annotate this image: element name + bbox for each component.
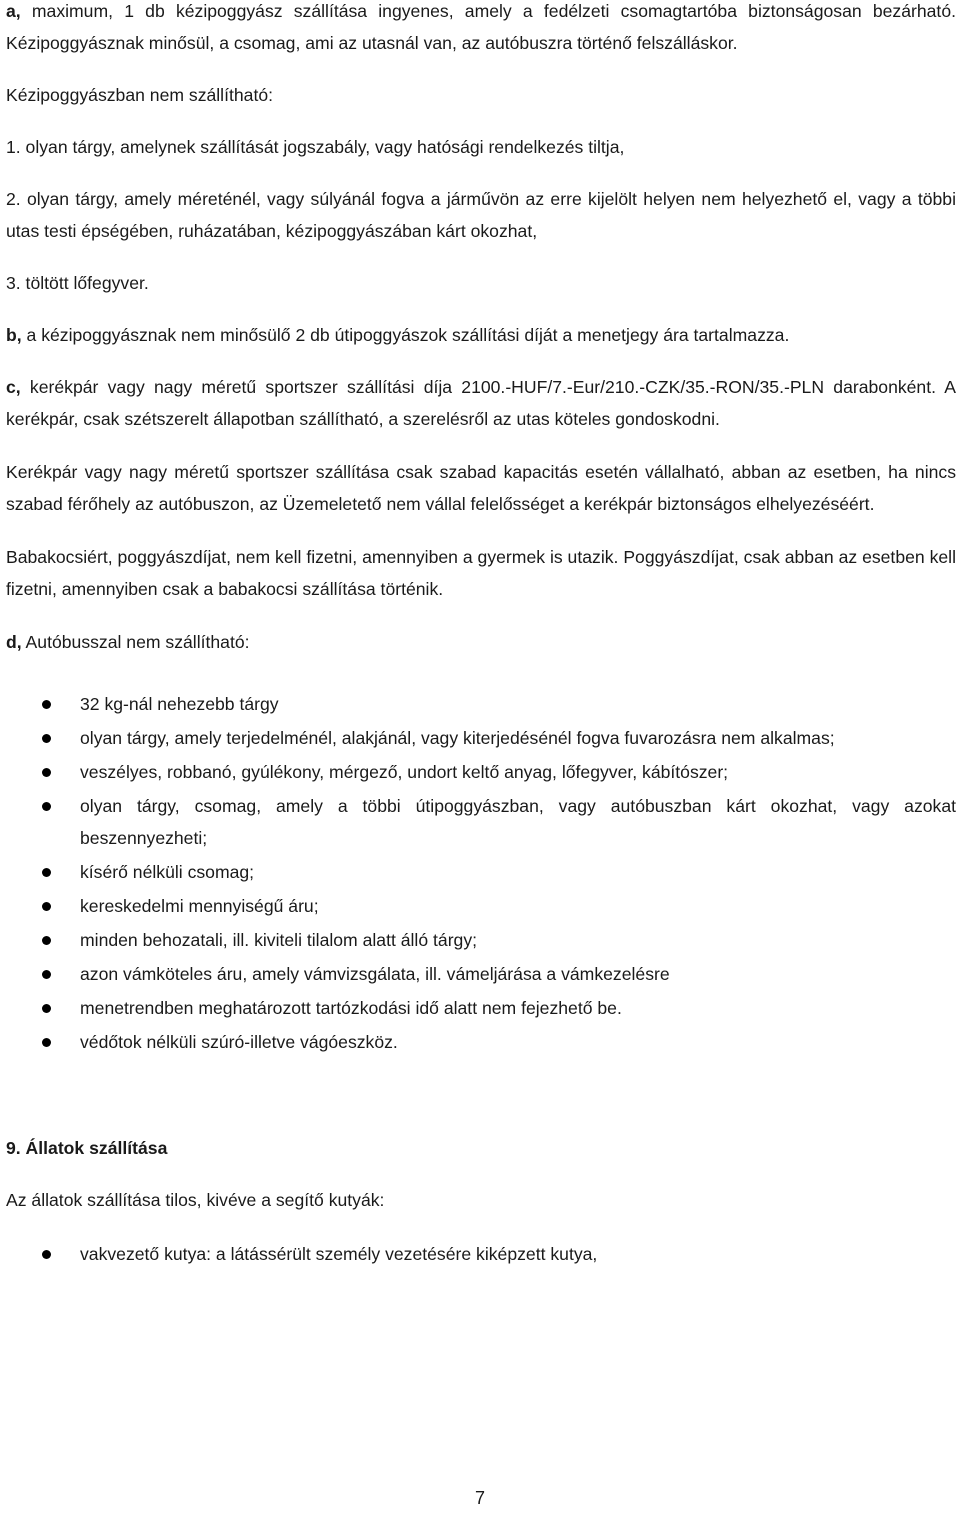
bullet-icon [42,1038,51,1047]
bullet-icon [42,1004,51,1013]
paragraph-item-2: 2. olyan tárgy, amely méreténél, vagy súlyánál fogva a járművön az erre kijelölt helyen nem helyezhető el, vagy a többi utas testi épségében, ruházatában, kézipoggyászában kárt okozhat, [6,189,956,241]
list-item: minden behozatali, ill. kiviteli tilalom alatt álló tárgy; [6,924,956,956]
bus-not-allowed-list [6,688,956,1058]
page-number: 7 [474,1488,485,1508]
list-item: 32 kg-nál nehezebb tárgy [6,688,956,720]
label-c: c, [6,377,21,397]
text-d: Autóbusszal nem szállítható: [21,632,250,652]
paragraph-b [6,319,956,351]
bullet-icon [42,868,51,877]
list-item: olyan tárgy, csomag, amely a többi útipoggyászban, vagy autóbuszban kárt okozhat, vagy azokat beszennyezheti; [6,790,956,854]
paragraph-not-carry-title: Kézipoggyászban nem szállítható: [6,85,273,105]
text-a: maximum, 1 db kézipoggyász szállítása ingyenes, amely a fedélzeti csomagtartóba biztonságosan bezárható. Kézipoggyásznak minősül, a csomag, ami az utasnál van, az autóbuszra történő felszálláskor. [6,1,956,53]
bullet-icon [42,768,51,777]
text-c: kerékpár vagy nagy méretű sportszer szállítási díja 2100.-HUF/7.-Eur/210.-CZK/35.-RON/35.-PLN darabonként. A kerékpár, csak szétszerelt állapotban szállítható, a szerelésről az utas köteles gondoskodni. [6,377,956,429]
bullet-icon [42,970,51,979]
section-heading-animals: 9. Állatok szállítása [6,1138,168,1158]
bullet-icon [42,936,51,945]
label-a: a, [6,1,21,21]
bullet-icon [42,700,51,709]
list-item: vakvezető kutya: a látássérült személy vezetésére kiképzett kutya, [6,1238,956,1270]
bullet-icon [42,802,51,811]
list-item: védőtok nélküli szúró-illetve vágóeszköz. [6,1026,956,1058]
paragraph-stroller: Babakocsiért, poggyászdíjat, nem kell fizetni, amennyiben a gyermek is utazik. Poggyászdíjat, csak abban az esetben kell fizetni, amennyiben csak a babakocsi szállítása történik. [6,547,956,599]
text-b: a kézipoggyásznak nem minősülő 2 db útipoggyászok szállítási díját a menetjegy ára tartalmazza. [21,325,790,345]
bullet-icon [42,902,51,911]
list-item: menetrendben meghatározott tartózkodási idő alatt nem fejezhető be. [6,992,956,1024]
label-b: b, [6,325,22,345]
paragraph-bike-capacity: Kerékpár vagy nagy méretű sportszer szállítása csak szabad kapacitás esetén vállalható, abban az esetben, ha nincs szabad férőhely az autóbuszon, az Üzemeletető nem vállal felelősséget a kerékpár biztonságos elhelyezéséért. [6,462,956,514]
paragraph-d [6,626,956,658]
bullet-icon [42,1250,51,1259]
paragraph-hand-luggage [6,0,956,59]
paragraph-item-3: 3. töltött lőfegyver. [6,273,149,293]
bullet-icon [42,734,51,743]
list-item: kereskedelmi mennyiségű áru; [6,890,956,922]
paragraph-c [6,371,956,435]
list-item: kísérő nélküli csomag; [6,856,956,888]
paragraph-animals-intro: Az állatok szállítása tilos, kivéve a segítő kutyák: [6,1190,385,1210]
list-item: azon vámköteles áru, amely vámvizsgálata, ill. vámeljárása a vámkezelésre [6,958,956,990]
list-item: veszélyes, robbanó, gyúlékony, mérgező, undort keltő anyag, lőfegyver, kábítószer; [6,756,956,788]
document-page [6,0,956,1272]
list-item: olyan tárgy, amely terjedelménél, alakjánál, vagy kiterjedésénél fogva fuvarozásra nem alkalmas; [6,722,956,754]
label-d: d, [6,632,22,652]
paragraph-item-1: 1. olyan tárgy, amelynek szállítását jogszabály, vagy hatósági rendelkezés tiltja, [6,137,625,157]
animals-list [6,1238,956,1270]
